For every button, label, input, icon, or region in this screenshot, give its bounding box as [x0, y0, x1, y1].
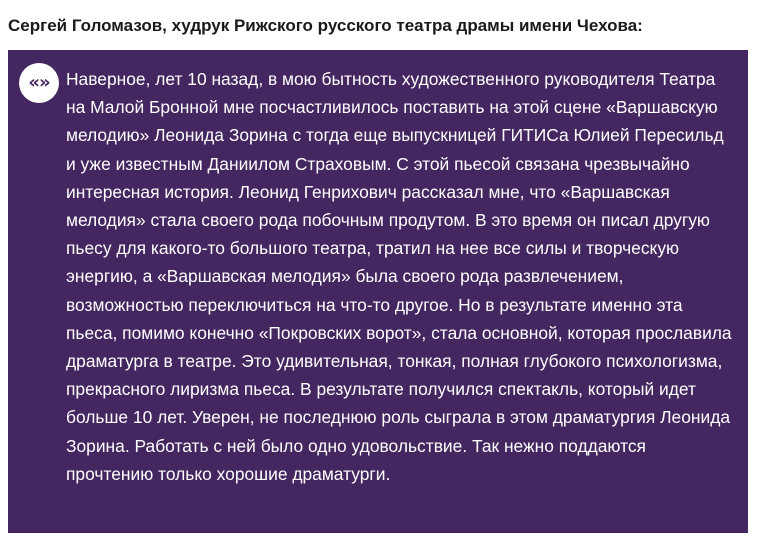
quote-author-heading: Сергей Голомазов, худрук Рижского русского театра драмы имени Чехова:: [8, 16, 643, 35]
quote-marks-icon: [19, 63, 59, 103]
quote-icon-glyph: «»: [28, 72, 50, 93]
quote-text: Наверное, лет 10 назад, в мою бытность художественного руководителя Театра на Малой Бронной мне посчастливилось поставить на этой сцене «Варшавскую мелодию» Леонида Зорина с тогда еще выпускницей ГИТИСа Юлией Пересильд и уже известным Даниилом Страховым. С этой пьесой связана чрезвычайно интересная история. Леонид Генрихович рассказал мне, что «Варшавская мелодия» стала своего рода побочным продутом. В это время он писал другую пьесу для какого-то большого театра, тратил на нее все силы и творческую энергию, а «Варшавская мелодия» была своего рода развлечением, возможностью переключиться на что-то другое. Но в результате именно эта пьеса, помимо конечно «Покровских ворот», стала основной, которая прославила драматурга в театре. Это удивительная, тонкая, полная глубокого психологизма, прекрасного лиризма пьеса. В результате получился спектакль, который идет больше 10 лет. Уверен, не последнюю роль сыграла в этом драматургия Леонида Зорина. Работать с ней было одно удовольствие. Так нежно поддаются прочтению только хорошие драматурги.: [66, 69, 732, 484]
quote-block: [8, 50, 748, 533]
